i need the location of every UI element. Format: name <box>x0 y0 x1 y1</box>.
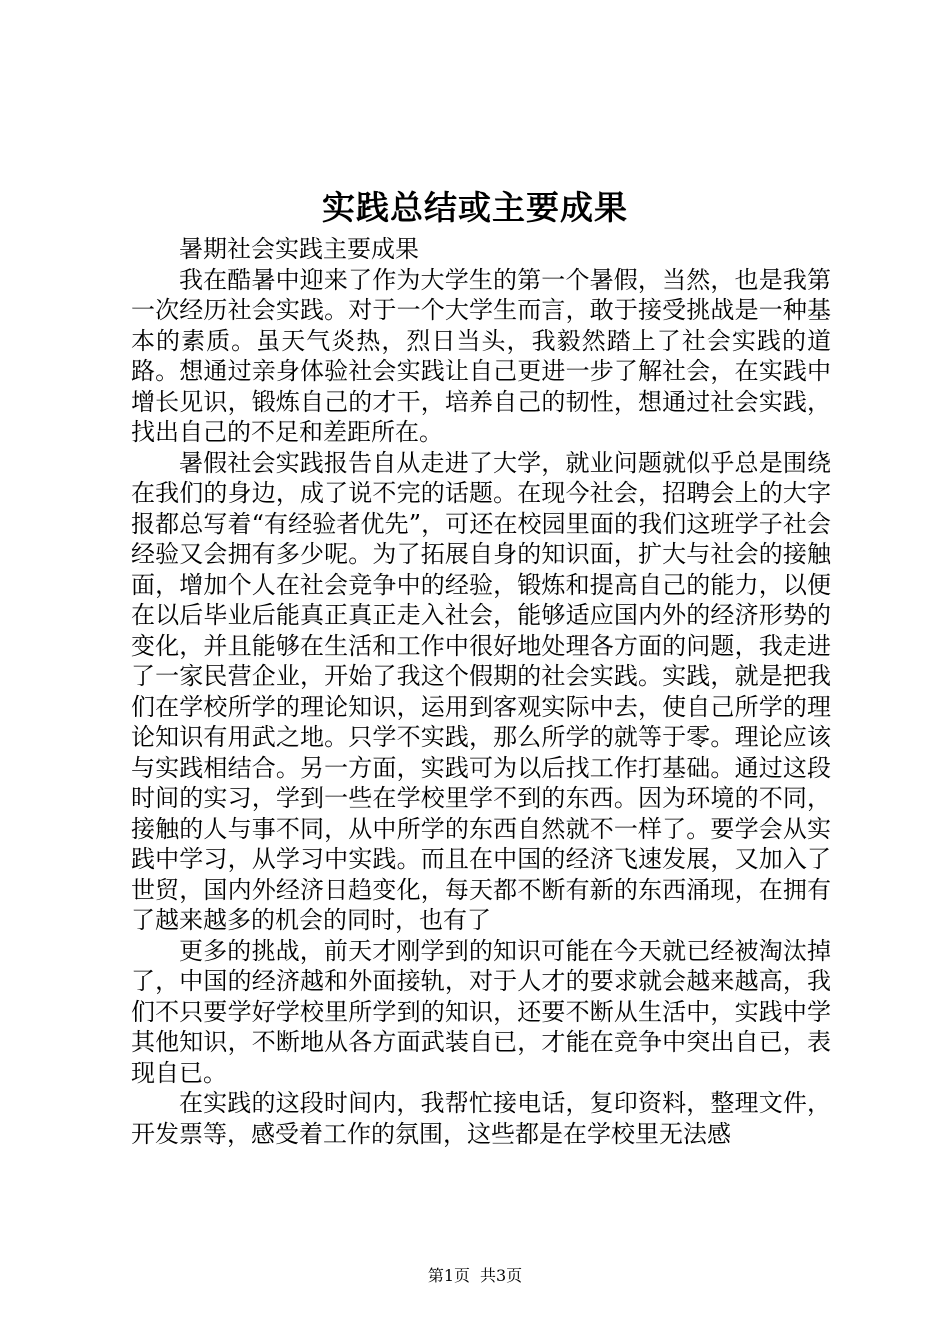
paragraph-2: 暑假社会实践报告自从走进了大学，就业问题就似乎总是围绕在我们的身边，成了说不完的话题。在现今社会，招聘会上的大字报都总写着“有经验者优先”，可还在校园里面的我们这班学子社会经验又会拥有多少呢。为了拓展自身的知识面，扩大与社会的接触面，增加个人在社会竞争中的经验，锻炼和提高自己的能力，以便在以后毕业后能真正真正走入社会，能够适应国内外的经济形势的变化，并且能够在生活和工作中很好地处理各方面的问题，我走进了一家民营企业，开始了我这个假期的社会实践。实践，就是把我们在学校所学的理论知识，运用到客观实际中去，使自己所学的理论知识有用武之地。只学不实践，那么所学的就等于零。理论应该与实践相结合。另一方面，实践可为以后找工作打基础。通过这段时间的实习，学到一些在学校里学不到的东西。因为环境的不同，接触的人与事不同，从中所学的东西自然就不一样了。要学会从实践中学习，从学习中实践。而且在中国的经济飞速发展，又加入了世贸，国内外经济日趋变化，每天都不断有新的东西涌现，在拥有了越来越多的机会的同时，也有了 <box>131 448 831 934</box>
document-title: 实践总结或主要成果 <box>322 188 628 227</box>
paragraph-1: 我在酷暑中迎来了作为大学生的第一个暑假，当然，也是我第一次经历社会实践。对于一个大学生而言，敢于接受挑战是一种基本的素质。虽天气炎热，烈日当头，我毅然踏上了社会实践的道路。想通过亲身体验社会实践让自己更进一步了解社会，在实践中增长见识，锻炼自己的才干，培养自己的韧性，想通过社会实践，找出自己的不足和差距所在。 <box>131 265 831 446</box>
paragraph-4: 在实践的这段时间内，我帮忙接电话，复印资料，整理文件，开发票等，感受着工作的氛围，这些都是在学校里无法感 <box>131 1089 831 1148</box>
paragraph-3: 更多的挑战，前天才刚学到的知识可能在今天就已经被淘汰掉了，中国的经济越和外面接轨，对于人才的要求就会越来越高，我们不只要学好学校里所学到的知识，还要不断从生活中，实践中学其他知识，不断地从各方面武装自已，才能在竞争中突出自已，表现自已。 <box>131 936 831 1087</box>
document-body <box>131 234 831 1149</box>
document-subtitle: 暑期社会实践主要成果 <box>179 235 419 263</box>
page-number: 第1页 <box>427 1266 470 1285</box>
page-total: 共3页 <box>480 1266 523 1285</box>
page-footer <box>0 1266 950 1286</box>
